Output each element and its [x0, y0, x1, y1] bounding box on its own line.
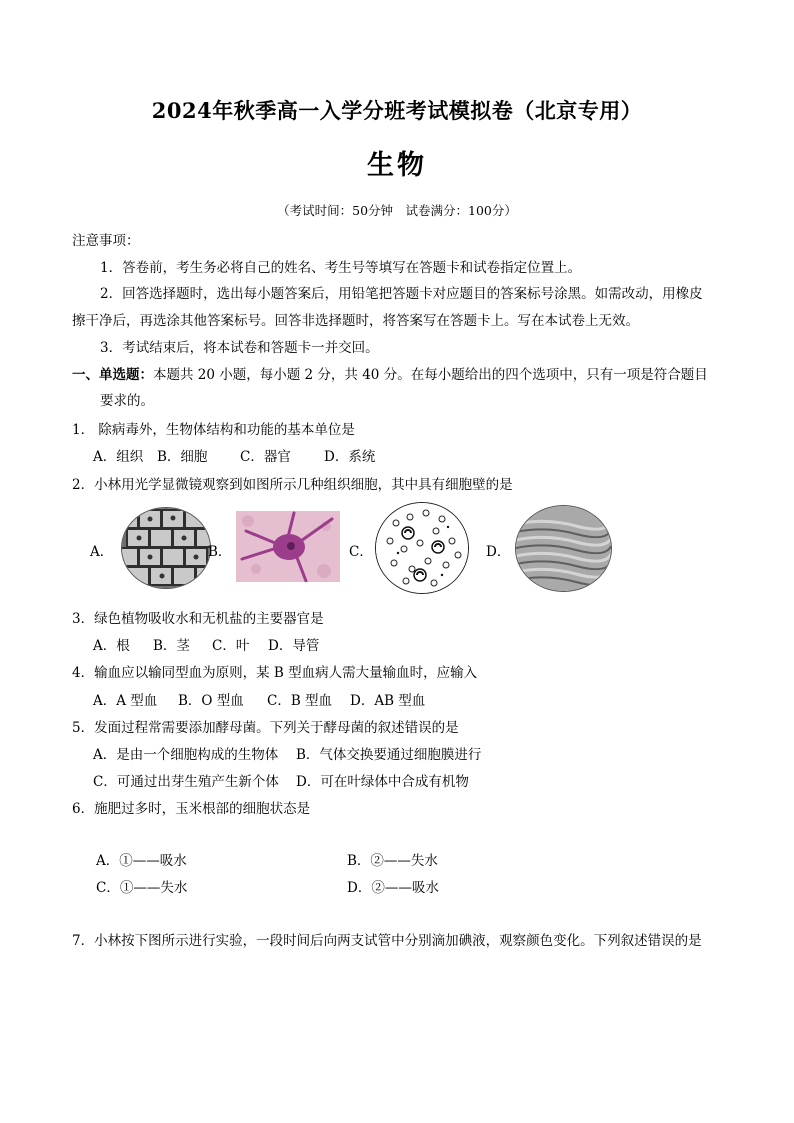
q4-option-d: D．AB 型血: [350, 693, 426, 709]
q4-option-c: C．B 型血: [267, 693, 333, 709]
notice-item-3: 3．考试结束后，将本试卷和答题卡一并交回。: [100, 340, 379, 356]
q3-option-b: B．茎: [153, 638, 190, 654]
notice-item-2-line-1: 2．回答选择题时，选出每小题答案后，用铅笔把答题卡对应题目的答案标号涂黑。如需改动，用橡皮: [100, 286, 703, 302]
q3-option-c: C．叶: [212, 638, 250, 654]
q6-option-a: A．①——吸水: [96, 853, 187, 869]
subject-title: 生物: [367, 150, 427, 181]
question-4-stem: 4．输血应以输同型血为原则，某 B 型血病人需大量输血时，应输入: [72, 665, 478, 681]
q1-option-d: D．系统: [324, 449, 376, 465]
q2-option-a-plant-cells-image: [121, 507, 211, 589]
q2-option-b-neuron-image: [236, 511, 340, 582]
section-1-heading: 一、单选题：: [72, 367, 153, 383]
q2-option-d-muscle-tissue-image: [515, 505, 612, 592]
q1-option-c: C．器官: [240, 449, 291, 465]
section-1-description-cont: 要求的。: [100, 393, 154, 409]
q5-option-d: D．可在叶绿体中合成有机物: [296, 774, 469, 790]
question-6-stem: 6．施肥过多时，玉米根部的细胞状态是: [72, 801, 311, 817]
q1-option-a: A．组织: [93, 449, 144, 465]
page-title: 2024年秋季高一入学分班考试模拟卷（北京专用）: [151, 98, 643, 123]
q4-option-b: B．O 型血: [178, 693, 244, 709]
q2-option-d-label: D．: [486, 544, 511, 560]
q3-option-a: A．根: [93, 638, 130, 654]
q1-option-b: B．细胞: [157, 449, 208, 465]
notice-item-2-line-2: 擦干净后，再选涂其他答案标号。回答非选择题时，将答案写在答题卡上。写在本试卷上无效。: [72, 313, 639, 329]
question-3-stem: 3．绿色植物吸收水和无机盐的主要器官是: [72, 611, 324, 627]
q6-option-d: D．②——吸水: [347, 880, 439, 896]
notice-item-1: 1．答卷前，考生务必将自己的姓名、考生号等填写在答题卡和试卷指定位置上。: [100, 260, 582, 276]
exam-meta: （考试时间：50分钟 试卷满分：100分）: [277, 203, 517, 218]
q6-option-b: B．②——失水: [347, 853, 438, 869]
q2-option-c-blood-cells-image: [375, 502, 469, 594]
q5-option-a: A．是由一个细胞构成的生物体: [93, 747, 279, 763]
section-1-heading-line: [72, 363, 708, 383]
question-7-stem: 7．小林按下图所示进行实验，一段时间后向两支试管中分别滴加碘液，观察颜色变化。下列叙述错误的是: [72, 933, 702, 949]
q2-option-a-label: A．: [90, 544, 114, 560]
question-2-stem: 2．小林用光学显微镜观察到如图所示几种组织细胞，其中具有细胞壁的是: [72, 477, 513, 493]
q3-option-d: D．导管: [268, 638, 320, 654]
question-5-stem: 5．发面过程常需要添加酵母菌。下列关于酵母菌的叙述错误的是: [72, 720, 459, 736]
section-1-description: 本题共 20 小题，每小题 2 分，共 40 分。在每小题给出的四个选项中，只有一项是符合题目: [153, 367, 708, 383]
q5-option-c: C．可通过出芽生殖产生新个体: [93, 774, 279, 790]
notice-heading: 注意事项：: [72, 233, 140, 249]
q2-option-c-label: C．: [349, 544, 373, 560]
q4-option-a: A．A 型血: [93, 693, 158, 709]
question-1-stem: 1． 除病毒外，生物体结构和功能的基本单位是: [72, 422, 355, 438]
q5-option-b: B．气体交换要通过细胞膜进行: [296, 747, 482, 763]
q2-option-b-label: B．: [208, 544, 232, 560]
q6-option-c: C．①——失水: [96, 880, 188, 896]
